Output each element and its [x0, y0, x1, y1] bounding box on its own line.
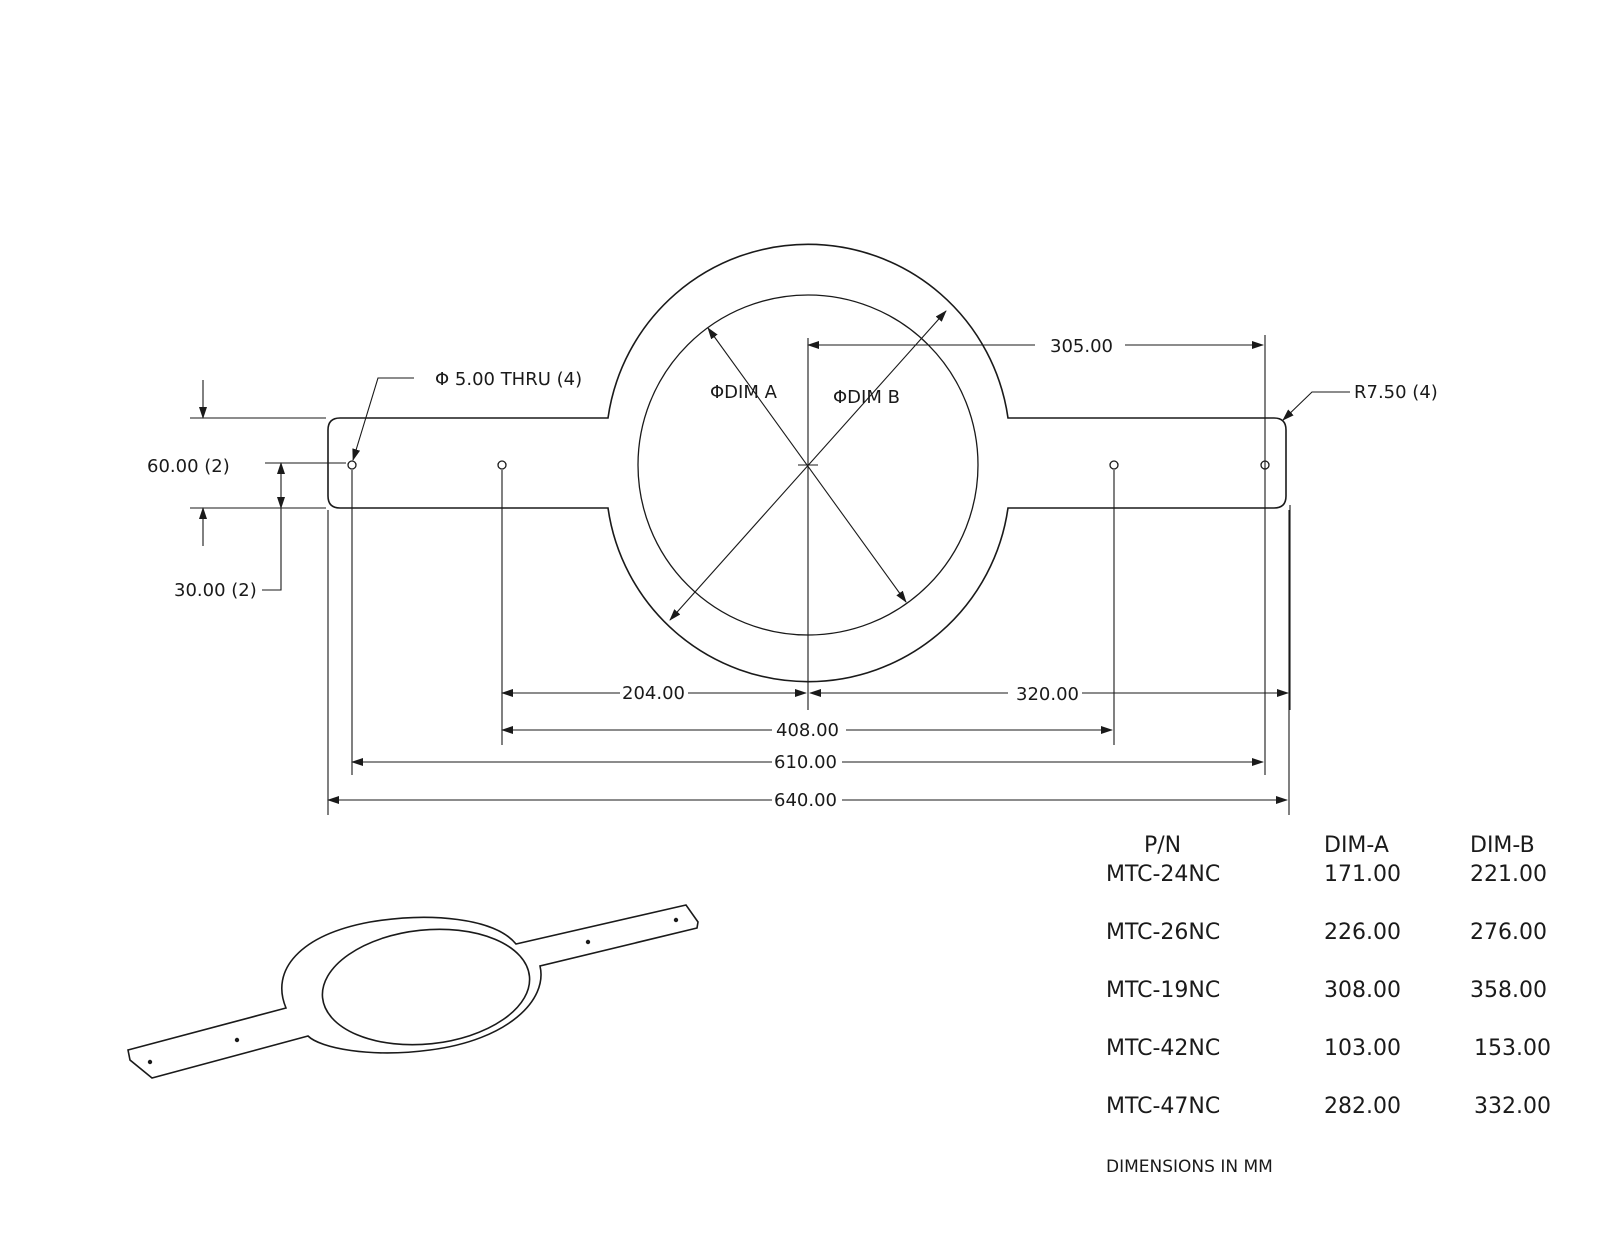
row-dim-a: 282.00: [1324, 1094, 1401, 1119]
iso-hole-3: [586, 940, 590, 944]
dim-204-label: 204.00: [622, 683, 685, 704]
row-dim-a: 103.00: [1324, 1036, 1401, 1061]
row-pn: MTC-42NC: [1106, 1036, 1221, 1061]
hole-callout-label: Φ 5.00 THRU (4): [435, 369, 583, 390]
hole-2: [498, 461, 506, 469]
hole-leader: [353, 378, 414, 460]
iso-inner-ring: [317, 919, 536, 1054]
row-dim-b: 153.00: [1474, 1036, 1551, 1061]
isometric-view: [128, 905, 698, 1078]
row-pn: MTC-26NC: [1106, 920, 1221, 945]
dim-30-label: 30.00 (2): [174, 580, 257, 601]
row-dim-a: 226.00: [1324, 920, 1401, 945]
dim-640-label: 640.00: [774, 790, 837, 811]
row-pn: MTC-19NC: [1106, 978, 1221, 1003]
center-mark: [798, 338, 818, 710]
iso-hole-2: [235, 1038, 239, 1042]
dim-408-label: 408.00: [776, 720, 839, 741]
bracket-outline: [328, 244, 1286, 681]
row-dim-a: 308.00: [1324, 978, 1401, 1003]
header-dim-b: DIM-B: [1470, 833, 1535, 858]
dim-b-label: ΦDIM B: [833, 387, 900, 408]
row-dim-b: 221.00: [1470, 862, 1547, 887]
header-dim-a: DIM-A: [1324, 833, 1389, 858]
extension-lines: [328, 335, 1290, 815]
dim-a-label: ΦDIM A: [710, 382, 777, 403]
dim-610-label: 610.00: [774, 752, 837, 773]
row-dim-a: 171.00: [1324, 862, 1401, 887]
radius-callout-label: R7.50 (4): [1354, 382, 1438, 403]
row-pn: MTC-47NC: [1106, 1094, 1221, 1119]
dim-60-label: 60.00 (2): [147, 456, 230, 477]
header-pn: P/N: [1144, 833, 1182, 858]
row-pn: MTC-24NC: [1106, 862, 1221, 887]
radius-leader: [1283, 392, 1350, 420]
dim-320-label: 320.00: [1016, 684, 1079, 705]
dim-305-label: 305.00: [1050, 336, 1113, 357]
hole-3: [1110, 461, 1118, 469]
row-dim-b: 332.00: [1474, 1094, 1551, 1119]
row-dim-b: 276.00: [1470, 920, 1547, 945]
row-dim-b: 358.00: [1470, 978, 1547, 1003]
dimension-labels: [147, 336, 1438, 811]
hole-1: [348, 461, 356, 469]
units-note: DIMENSIONS IN MM: [1106, 1157, 1273, 1177]
dim-a-line: [708, 328, 906, 602]
iso-hole-4: [674, 918, 678, 922]
iso-hole-1: [148, 1060, 152, 1064]
dim-30-arrows: [262, 463, 281, 590]
